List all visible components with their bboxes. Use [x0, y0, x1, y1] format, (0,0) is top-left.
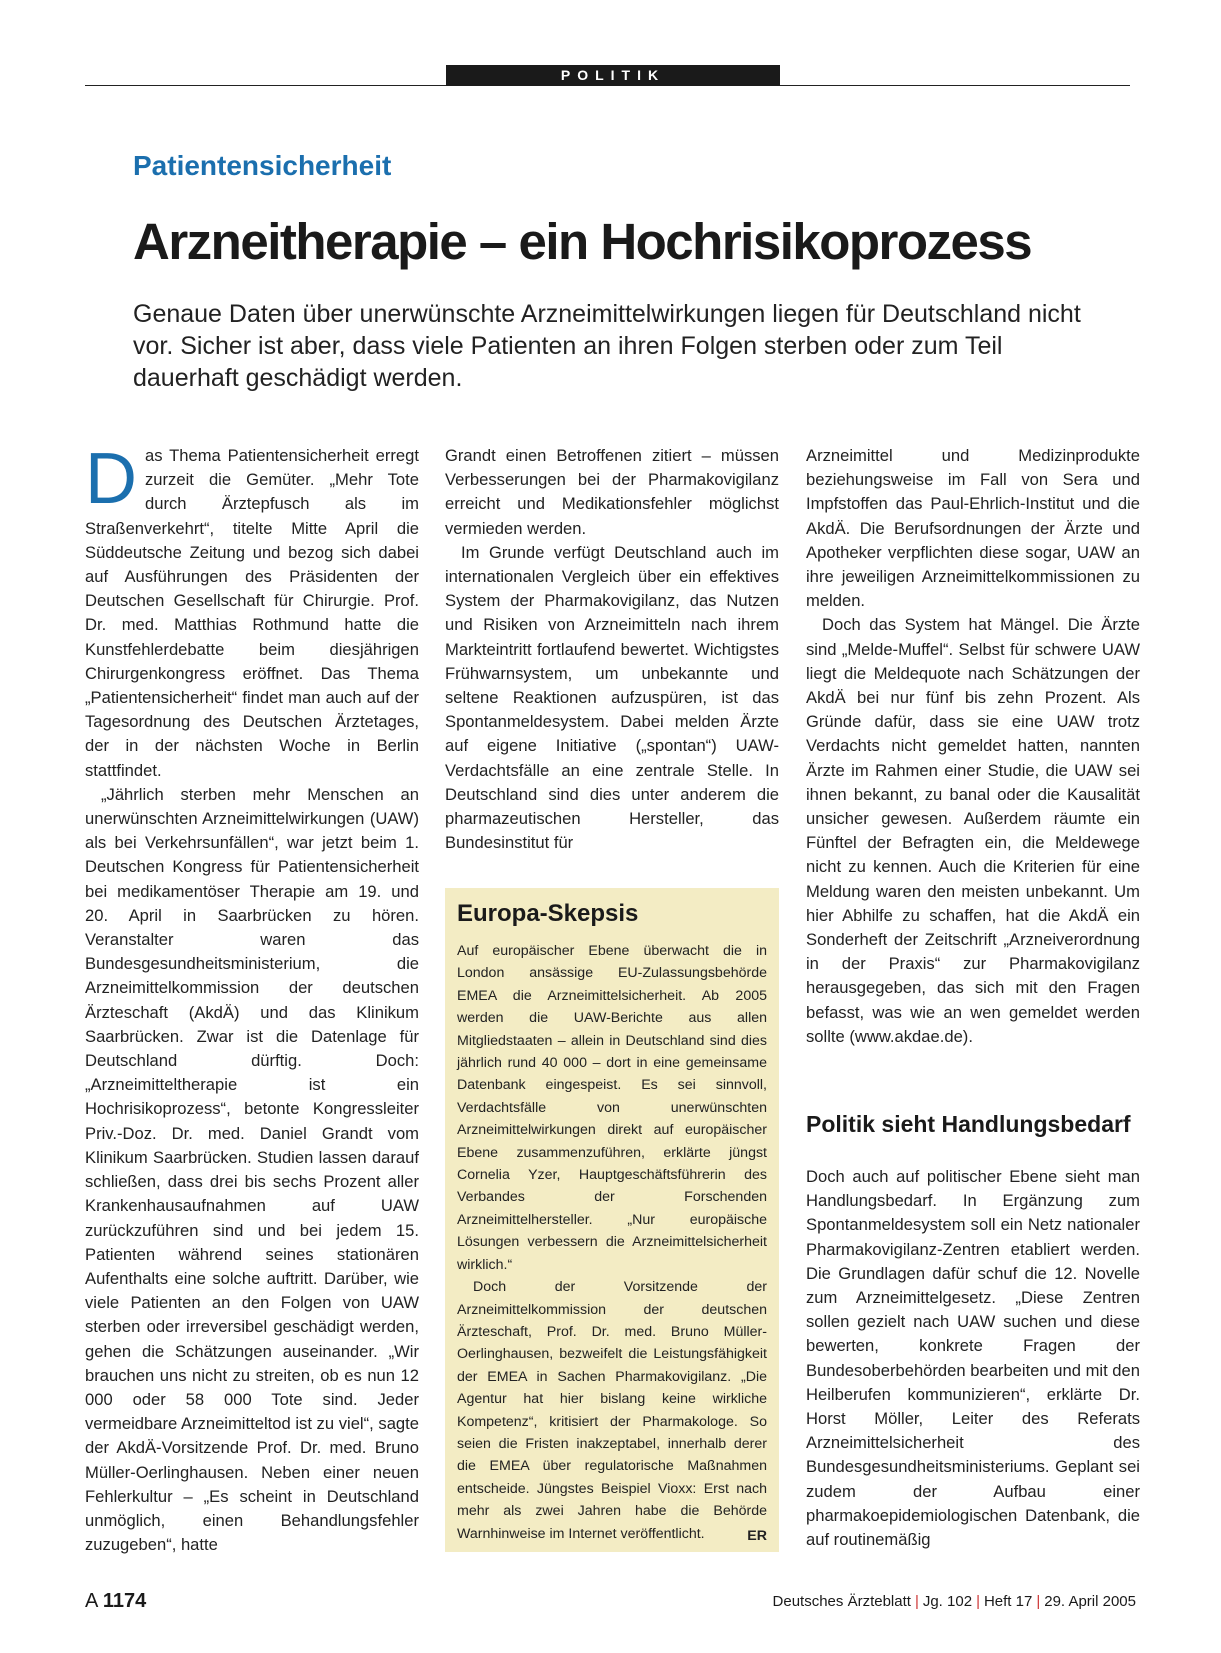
- body-paragraph: [85, 444, 419, 783]
- journal-volume: Jg. 102: [922, 1593, 973, 1610]
- article-headline: Arzneitherapie – ein Hochrisikoprozess: [133, 213, 1032, 270]
- article-lead: Genaue Daten über unerwünschte Arzneimittelwirkungen liegen für Deutschland nicht vor. Sicher ist aber, dass viele Patienten an ihren Folgen sterben oder zum Teil dauerhaft geschädigt werden.: [133, 300, 1081, 392]
- box-paragraph: [457, 1276, 767, 1545]
- author-initials: ER: [747, 1527, 767, 1544]
- journal-name: Deutsches Ärzteblatt: [772, 1593, 911, 1610]
- body-column-1: [85, 444, 419, 1558]
- section-subhead: Politik sieht Handlungsbedarf: [806, 1111, 1131, 1137]
- body-column-3: [806, 444, 1140, 1049]
- drop-cap: D: [85, 444, 137, 519]
- paragraph-text: as Thema Patientensicherheit erregt zurzeit die Gemüter. „Mehr Tote durch Ärztepfusch als im Straßenverkehrt“, titelte Mitte April die Süddeutsche Zeitung und bezog sich dabei auf Ausführungen des Präsidenten der Deutschen Gesellschaft für Chirurgie. Prof. Dr. med. Matthias Rothmund hatte die Kunstfehlerdebatte beim diesjährigen Chirurgenkongress eröffnet. Das Thema „Patientensicherheit“ findet man auch auf der Tagesordnung des Deutschen Ärztetages, der in der nächsten Woche in Berlin stattfindet.: [85, 446, 419, 780]
- paragraph-text: Doch der Vorsitzende der Arzneimittelkommission der deutschen Ärzteschaft, Prof. Dr. med. Bruno Müller-Oerlinghausen, bezweifelt die Leistungsfähigkeit der EMEA in Sachen Pharmakovigilanz. „Die Agentur hat hier bislang keine wirkliche Kompetenz“, kritisiert der Pharmakologe. So seien die Fristen inakzeptabel, innerhalb derer die EMEA über regulatorische Maßnahmen entscheide. Jüngstes Beispiel Vioxx: Erst nach mehr als zwei Jahren habe die Behörde Warnhinweise im Internet veröffentlicht.: [457, 1279, 767, 1542]
- body-paragraph: Grandt einen Betroffenen zitiert – müssen Verbesserungen bei der Pharmakovigilanz erreicht und Medikationsfehler möglichst vermieden werden.: [445, 446, 779, 538]
- body-column-3-continued: [806, 1165, 1140, 1553]
- sidebar-box: [445, 888, 779, 1552]
- box-paragraph: Auf europäischer Ebene überwacht die in London ansässige EU-Zulassungsbehörde EMEA die Arzneimittelsicherheit. Ab 2005 werden die UAW-Berichte aus allen Mitgliedstaaten – allein in Deutschland sind dies jährlich rund 40 000 – dort in eine gemeinsame Datenbank eingespeist. Es sei sinnvoll, Verdachtsfälle von unerwünschten Arzneimittelwirkungen direkt auf europäischer Ebene zusammenzuführen, erklärte jüngst Cornelia Yzer, Hauptgeschäftsführerin des Verbandes der Forschenden Arzneimittelhersteller. „Nur europäische Lösungen verbessern die Arzneimittelsicherheit wirklich.“: [457, 943, 767, 1273]
- journal-issue: Heft 17: [983, 1593, 1033, 1610]
- body-paragraph: Doch auch auf politischer Ebene sieht man Handlungsbedarf. In Ergänzung zum Spontanmeldesystem soll ein Netz nationaler Pharmakovigilanz-Zentren etabliert werden. Die Grundlagen dafür schuf die 12. Novelle zum Arzneimittelgesetz. „Diese Zentren sollen gezielt nach UAW suchen und diese bewerten, konkrete Fragen der Bundesoberbehörden bearbeiten und mit den Heilberufen kommunizieren“, erklärte Dr. Horst Möller, Leiter des Referats Arzneimittelsicherheit des Bundesgesundheitsministeriums. Geplant sei zudem der Aufbau einer pharmakoepidemiologischen Datenbank, die auf routinemäßig: [806, 1167, 1140, 1550]
- body-paragraph: „Jährlich sterben mehr Menschen an unerwünschten Arzneimittelwirkungen (UAW) als bei Verkehrsunfällen“, war jetzt beim 1. Deutschen Kongress für Patientensicherheit bei medikamentöser Therapie am 19. und 20. April in Saarbrücken zu hören. Veranstalter waren das Bundesgesundheitsministerium, die Arzneimittelkommission der deutschen Ärzteschaft (AkdÄ) und das Klinikum Saarbrücken. Zwar ist die Datenlage für Deutschland dürftig. Doch: „Arzneimitteltherapie ist ein Hochrisikoprozess“, betonte Kongressleiter Priv.-Doz. Dr. med. Daniel Grandt vom Klinikum Saarbrücken. Studien lassen darauf schließen, dass drei bis sechs Prozent aller Krankenhausaufnahmen auf UAW zurückzuführen sind und bei jedem 15. Patienten während seines stationären Aufenthalts eine solche auftritt. Darüber, wie viele Patienten an den Folgen von UAW sterben oder irreversibel geschädigt werden, gehen die Schätzungen auseinander. „Wir brauchen uns nicht zu streiten, ob es nun 12 000 oder 58 000 Tote sind. Jeder vermeidbare Arzneimitteltod ist zu viel“, sagte der AkdÄ-Vorsitzende Prof. Dr. med. Bruno Müller-Oerlinghausen. Neben einer neuen Fehlerkultur – „Es scheint in Deutschland unmöglich, einen Behandlungsfehler zuzugeben“, hatte: [85, 784, 419, 1555]
- box-text: [457, 940, 767, 1545]
- page-prefix: A: [85, 1590, 98, 1612]
- section-label: POLITIK: [446, 65, 780, 86]
- box-title: Europa-Skepsis: [457, 900, 639, 927]
- body-paragraph: Arzneimittel und Medizinprodukte beziehungsweise im Fall von Sera und Impfstoffen das Paul-Ehrlich-Institut und die AkdÄ. Die Berufsordnungen der Ärzte und Apotheker verpflichten diese sogar, UAW an ihre jeweiligen Arzneimittelkommissionen zu melden.: [806, 446, 1140, 611]
- page-number: [85, 1590, 146, 1613]
- journal-citation: Deutsches Ärzteblatt | Jg. 102 | Heft 17 | 29. April 2005: [772, 1593, 1136, 1610]
- body-paragraph: Im Grunde verfügt Deutschland auch im internationalen Vergleich über ein effektives System der Pharmakovigilanz, das Nutzen und Risiken von Arzneimitteln nach ihrem Markteintritt fortlaufend bewertet. Wichtigstes Frühwarnsystem, um unbekannte und seltene Reaktionen aufzuspüren, ist das Spontanmeldesystem. Dabei melden Ärzte auf eigene Initiative („spontan“) UAW-Verdachtsfälle an eine zentrale Stelle. In Deutschland sind dies unter anderem die pharmazeutischen Hersteller, das Bundesinstitut für: [445, 542, 779, 853]
- page-number-value: 1174: [102, 1590, 147, 1612]
- body-column-2: [445, 444, 779, 855]
- article-kicker: Patientensicherheit: [133, 150, 392, 181]
- body-paragraph: Doch das System hat Mängel. Die Ärzte sind „Melde-Muffel“. Selbst für schwere UAW liegt die Meldequote nach Schätzungen der AkdÄ bei nur fünf bis zehn Prozent. Als Gründe dafür, dass sie eine UAW trotz Verdachts nicht gemeldet hatten, nannten Ärzte im Rahmen einer Studie, die UAW sei ihnen bekannt, zu banal oder die Kausalität unsicher gewesen. Außerdem räumte ein Fünftel der Befragten ein, die Meldewege nicht zu kennen. Auch die Kriterien für eine Meldung waren den meisten unbekannt. Um hier Abhilfe zu schaffen, hat die AkdÄ ein Sonderheft der Zeitschrift „Arzneiverordnung in der Praxis“ zur Pharmakovigilanz herausgegeben, das sich mit den Fragen befasst, was wie an wen gemeldet werden sollte (www.akdae.de).: [806, 615, 1140, 1046]
- journal-date: 29. April 2005: [1044, 1593, 1136, 1610]
